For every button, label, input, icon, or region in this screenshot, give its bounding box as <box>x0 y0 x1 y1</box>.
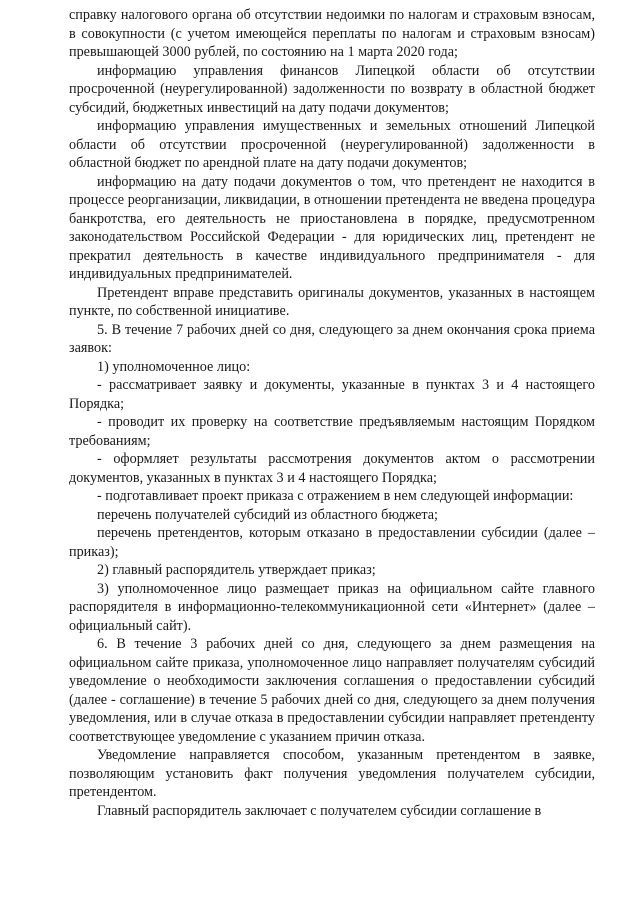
paragraph-refused-list: перечень претендентов, которым отказано в предоставлении субсидии (далее – приказ); <box>69 525 595 560</box>
paragraph-notification-method: Уведомление направляется способом, указанным претендентом в заявке, позволяющим установить факт получения уведомления получателем субсидии, претендентом. <box>69 747 595 800</box>
paragraph-item-5-1: 1) уполномоченное лицо: <box>97 358 251 375</box>
paragraph-agreement: Главный распорядитель заключает с получателем субсидии соглашение в <box>97 802 542 819</box>
paragraph-item-6: 6. В течение 3 рабочих дней со дня, следующего за днем размещения на официальном сайте приказа, уполномоченное лицо направляет получателям субсидий уведомление о необходимости заключения соглашения о предоставлении субсидий (далее - соглашение) в течение 5 рабочих дней со дня, следующего за днем получения уведомления, или в случае отказа в предоставлении субсидии направляет претенденту соответствующее уведомление с указанием причин отказа. <box>69 636 595 745</box>
paragraph-originals: Претендент вправе представить оригиналы документов, указанных в настоящем пункте, по собственной инициативе. <box>69 284 595 319</box>
paragraph-review-application: - рассматривает заявку и документы, указанные в пунктах 3 и 4 настоящего Порядка; <box>69 377 595 412</box>
paragraph-item-5: 5. В течение 7 рабочих дней со дня, следующего за днем окончания срока приема заявок: <box>69 321 595 356</box>
paragraph-draft-order: - подготавливает проект приказа с отражением в нем следующей информации: <box>97 488 574 504</box>
paragraph-reorganization-info: информацию на дату подачи документов о том, что претендент не находится в процессе реорганизации, ликвидации, в отношении претендента не введена процедура банкротства, его деятельность не приостановлена в порядке, предусмотренном законодательством Российской Федерации - для юридических лиц, претендент не прекратил деятельность в качестве индивидуального предпринимателя - для индивидуальных предпринимателей. <box>69 173 595 282</box>
paragraph-item-5-2: 2) главный распорядитель утверждает приказ; <box>97 562 376 578</box>
document-page <box>69 6 595 820</box>
paragraph-act-of-review: - оформляет результаты рассмотрения документов актом о рассмотрении документов, указанных в пунктах 3 и 4 настоящего Порядка; <box>69 451 595 486</box>
paragraph-finance-info: информацию управления финансов Липецкой области об отсутствии просроченной (неурегулированной) задолженности по возврату в областной бюджет субсидий, бюджетных инвестиций на дату подачи документов; <box>69 62 595 116</box>
paragraph-tax-certificate: справку налогового органа об отсутствии недоимки по налогам и страховым взносам, в совокупности (с учетом имеющейся переплаты по налогам и страховым взносам) превышающей 3000 рублей, по состоянию на 1 марта 2020 года; <box>69 7 595 60</box>
paragraph-check-compliance: - проводит их проверку на соответствие предъявляемым настоящим Порядком требованиям; <box>69 414 595 449</box>
paragraph-property-info: информацию управления имущественных и земельных отношений Липецкой области об отсутствии просроченной (неурегулированной) задолженности в областной бюджет по арендной плате на дату подачи документов; <box>69 118 595 171</box>
paragraph-item-5-3: 3) уполномоченное лицо размещает приказ на официальном сайте главного распорядителя в информационно-телекоммуникационной сети «Интернет» (далее – официальный сайт). <box>69 580 595 634</box>
paragraph-recipients-list: перечень получателей субсидий из областного бюджета; <box>97 506 439 523</box>
